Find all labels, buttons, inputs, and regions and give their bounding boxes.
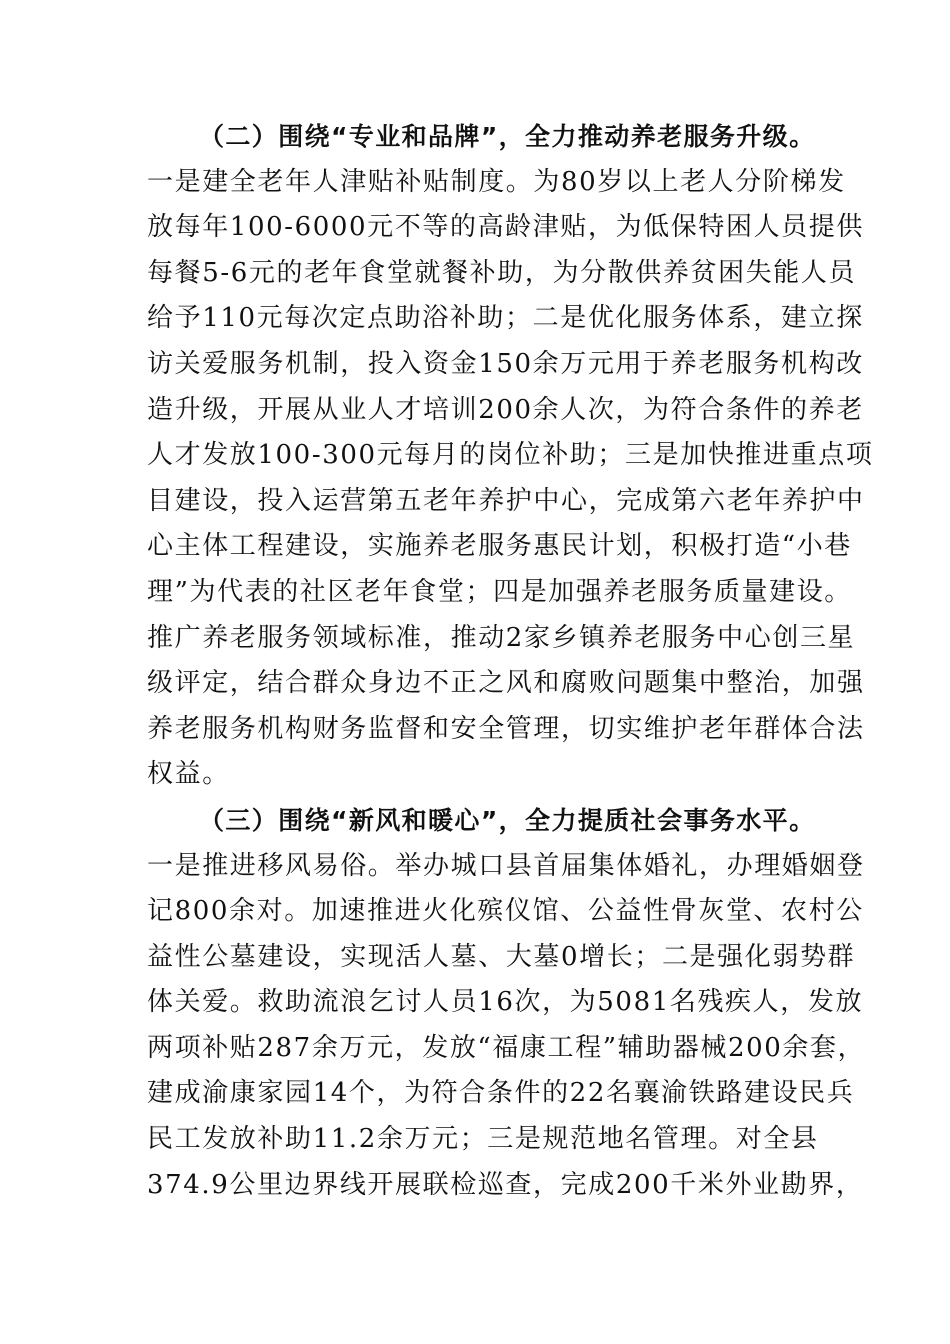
paragraph-line: 心主体工程建设，实施养老服务惠民计划，积极打造“小巷 (147, 531, 852, 562)
paragraph-line: 民工发放补助11.2余万元；三是规范地名管理。对全县 (147, 1124, 819, 1155)
paragraph-line: 建成渝康家园14个，为符合条件的22名襄渝铁路建设民兵 (147, 1078, 855, 1109)
paragraph-line: 理”为代表的社区老年食堂；四是加强养老服务质量建设。 (147, 576, 852, 607)
paragraph-line: 益性公墓建设，实现活人墓、大墓0增长；二是强化弱势群 (147, 941, 856, 972)
paragraph-line: 目建设，投入运营第五老年养护中心，完成第六老年养护中 (147, 485, 865, 516)
paragraph-line: 放每年100-6000元不等的高龄津贴，为低保特困人员提供 (147, 212, 864, 243)
document-body (147, 114, 874, 1208)
paragraph-line: 养老服务机构财务监督和安全管理，切实维护老年群体合法 (147, 713, 865, 744)
paragraph-line: 访关爱服务机制，投入资金150余万元用于养老服务机构改 (147, 348, 864, 379)
paragraph-line: 权益。 (147, 759, 230, 790)
paragraph-line: 每餐5-6元的老年食堂就餐补助，为分散供养贫困失能人员 (147, 257, 857, 288)
paragraph-line: 给予110元每次定点助浴补助；二是优化服务体系，建立探 (147, 303, 864, 334)
paragraph-line: 374.9公里边界线开展联检巡查，完成200千米外业勘界， (147, 1169, 864, 1200)
paragraph-line: 两项补贴287余万元，发放“福康工程”辅助器械200余套， (147, 1032, 866, 1063)
section-heading-3: （三）围绕“新风和暖心”，全力提质社会事务水平。 (199, 805, 816, 835)
paragraph-line: 记800余对。加速推进火化殡仪馆、公益性骨灰堂、农村公 (147, 896, 864, 927)
paragraph-line: 级评定，结合群众身边不正之风和腐败问题集中整治，加强 (147, 668, 865, 699)
paragraph-line: 体关爱。救助流浪乞讨人员16次，为5081名残疾人，发放 (147, 987, 864, 1018)
paragraph-line: 一是建全老年人津贴补贴制度。为80岁以上老人分阶梯发 (147, 166, 846, 197)
paragraph-line: 一是推进移风易俗。举办城口县首届集体婚礼，办理婚姻登 (147, 850, 865, 881)
paragraph-line: 造升级，开展从业人才培训200余人次，为符合条件的养老 (147, 394, 864, 425)
section-heading-2: （二）围绕“专业和品牌”，全力推动养老服务升级。 (199, 122, 816, 151)
paragraph-line: 人才发放100-300元每月的岗位补助；三是加快推进重点项 (147, 440, 874, 471)
paragraph-line: 推广养老服务领域标准，推动2家乡镇养老服务中心创三星 (147, 622, 856, 653)
